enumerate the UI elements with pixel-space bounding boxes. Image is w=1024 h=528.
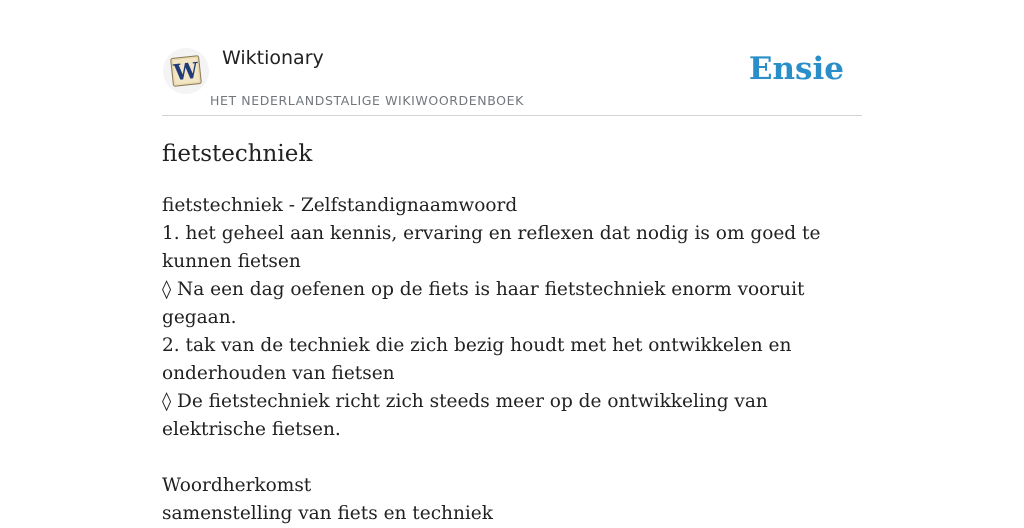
site-name[interactable]: Wiktionary xyxy=(222,47,324,69)
page-title: fietstechniek xyxy=(162,141,313,167)
etymology-text: samenstelling van fiets en techniek xyxy=(162,503,493,524)
entry-content xyxy=(162,192,862,528)
example-2: ◊ De fietstechniek richt zich steeds meer op de ontwikkeling van elektrische fietsen. xyxy=(162,391,768,440)
logo-letter: W xyxy=(172,57,200,87)
etymology-heading: Woordherkomst xyxy=(162,475,312,496)
headword-line: fietstechniek - Zelfstandignaamwoord xyxy=(162,195,518,216)
definition-2: 2. tak van de techniek die zich bezig houdt met het ontwikkelen en onderhouden van fietsen xyxy=(162,335,792,384)
brand-logo-ensie[interactable]: Ensie xyxy=(748,51,844,87)
example-1: ◊ Na een dag oefenen op de fiets is haar fietstechniek enorm vooruit gegaan. xyxy=(162,279,805,328)
spacer xyxy=(162,444,862,472)
definition-1: 1. het geheel aan kennis, ervaring en reflexen dat nodig is om goed te kunnen fietsen xyxy=(162,223,821,272)
site-header xyxy=(162,0,862,116)
page xyxy=(162,0,862,524)
wiktionary-w-tile-icon[interactable] xyxy=(162,47,210,95)
site-tagline: HET NEDERLANDSTALIGE WIKIWOORDENBOEK xyxy=(210,93,524,108)
